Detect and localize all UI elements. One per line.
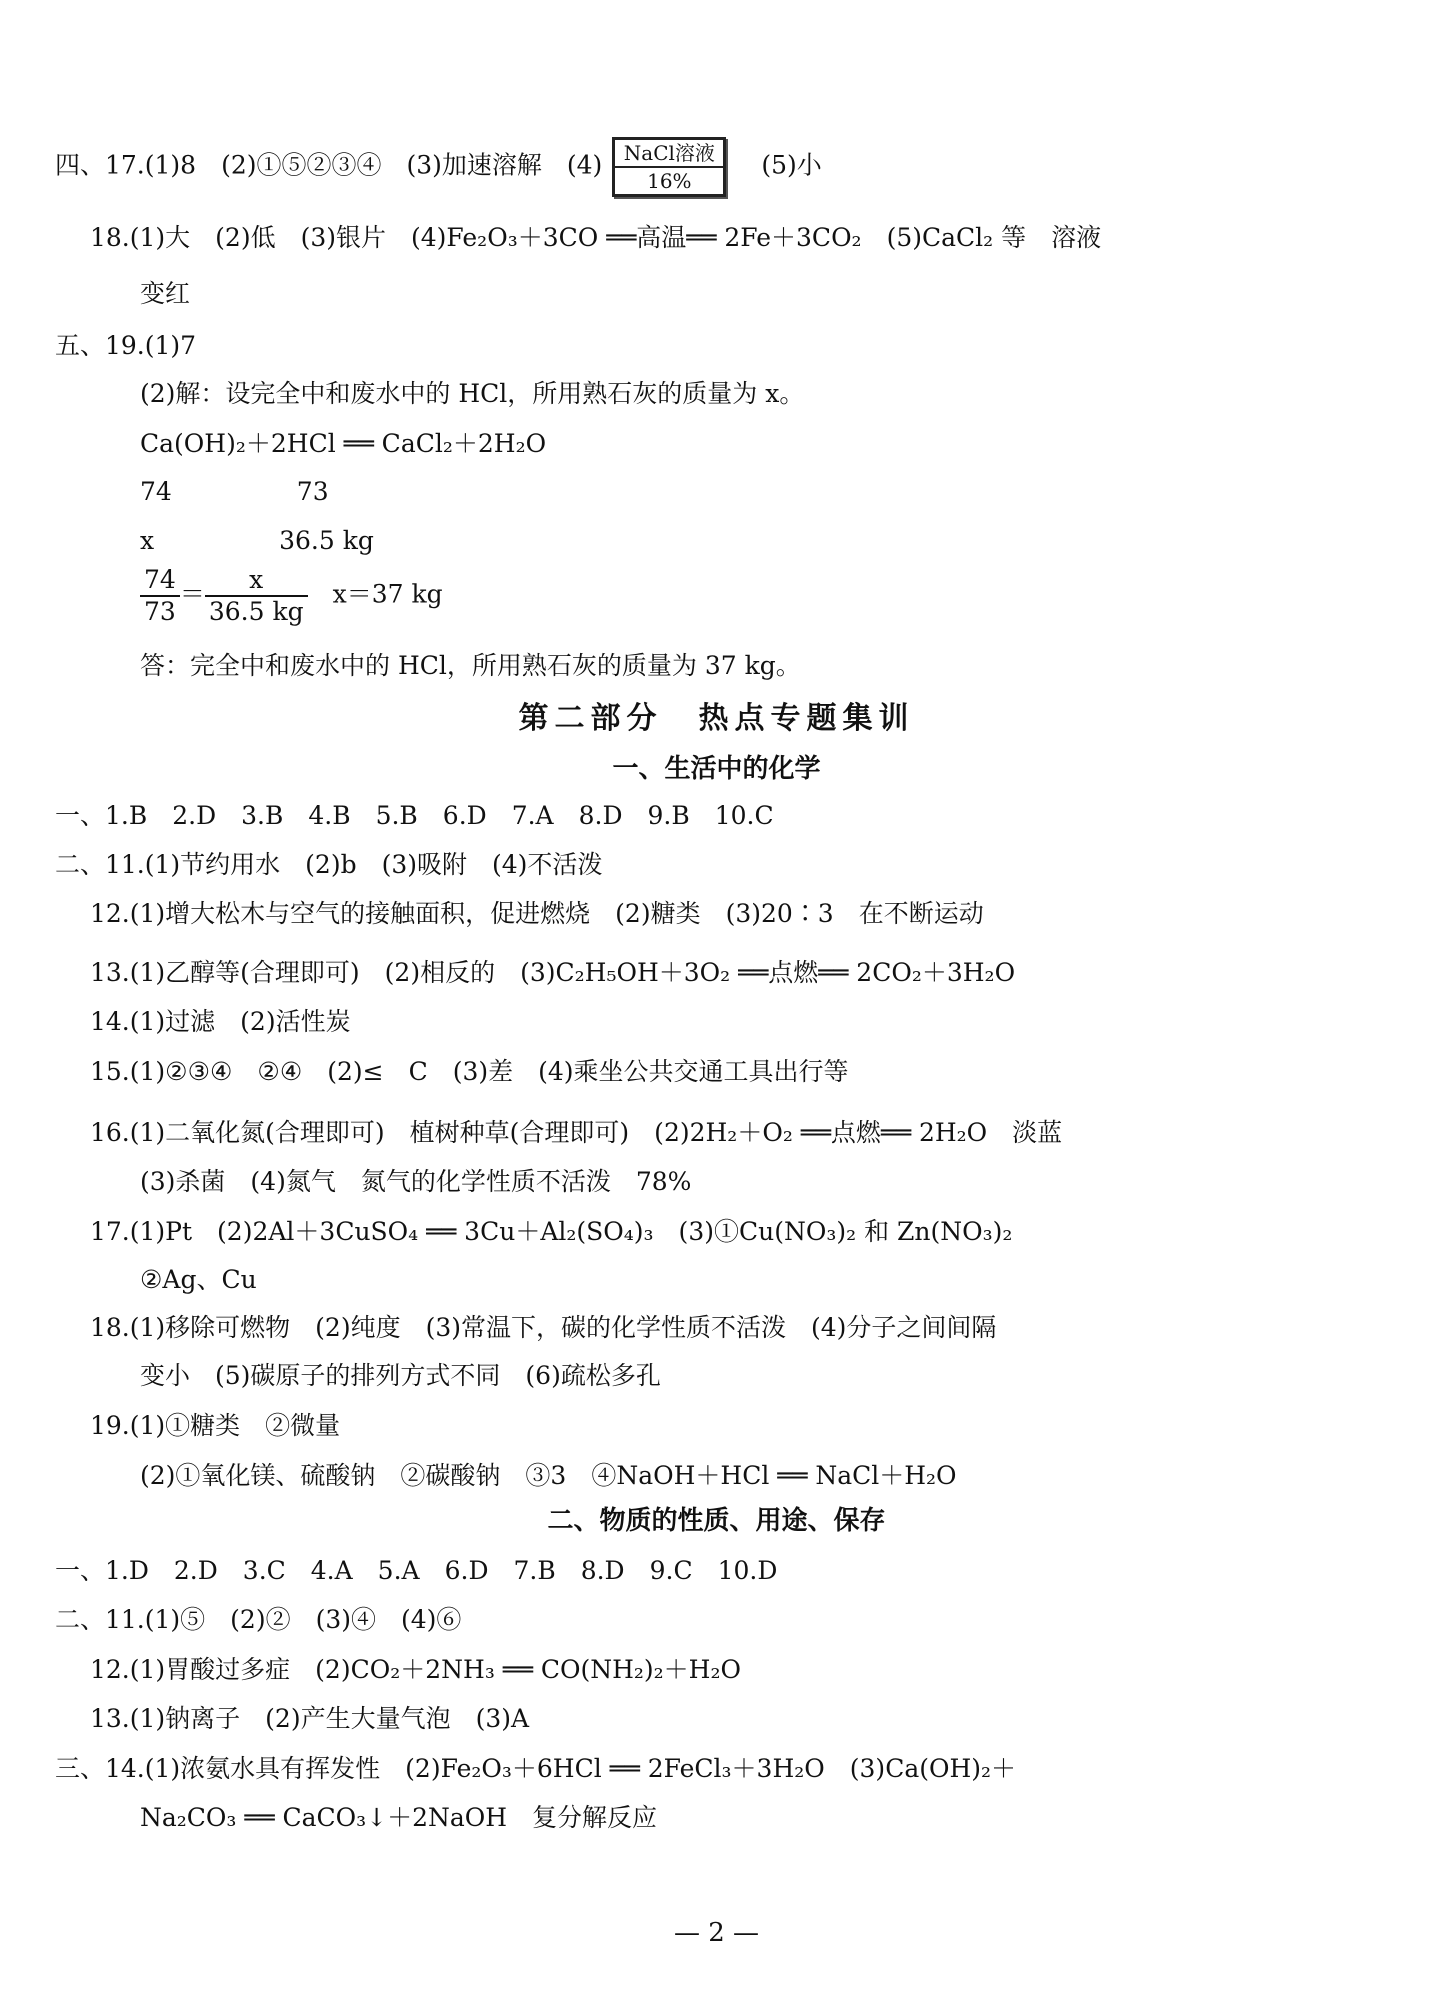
answer-line-17: 17.(1)Pt (2)2Al＋3CuSO₄ ══ 3Cu＋Al₂(SO₄)₃ (3)①Cu(NO₃)₂ 和 Zn(NO₃)₂	[90, 1217, 1013, 1246]
answer-line-19-cont: (2)①氧化镁、硫酸钠 ②碳酸钠 ③3 ④NaOH＋HCl ══ NaCl＋H₂O	[140, 1461, 957, 1490]
answer-line-14: 14.(1)过滤 (2)活性炭	[90, 1007, 351, 1036]
page-number: — 2 —	[673, 1918, 760, 1948]
answer-line-15: 15.(1)②③④ ②④ (2)≤ C (3)差 (4)乘坐公共交通工具出行等	[90, 1057, 849, 1086]
answer-line-18-cont: 变红	[140, 279, 191, 308]
answer-line-13: 13.(1)乙醇等(合理即可) (2)相反的 (3)C₂H₅OH＋3O₂ ══点燃══ 2CO₂＋3H₂O	[90, 958, 1016, 987]
fraction-left: $\frac{74}{73}$	[140, 565, 180, 627]
answer-line-14-cont: Na₂CO₃ ══ CaCO₃↓＋2NaOH 复分解反应	[140, 1803, 658, 1832]
answer-line-18b: 18.(1)移除可燃物 (2)纯度 (3)常温下，碳的化学性质不活泼 (4)分子之间间隔	[90, 1313, 997, 1342]
answer-line-13b: 13.(1)钠离子 (2)产生大量气泡 (3)A	[90, 1704, 530, 1733]
answer-line-mc-2: 一、1.D 2.D 3.C 4.A 5.A 6.D 7.B 8.D 9.C 10.D	[55, 1556, 778, 1585]
section-title-life-chemistry: 一、生活中的化学	[612, 754, 821, 784]
solution-equation: Ca(OH)₂＋2HCl ══ CaCl₂＋2H₂O	[140, 429, 547, 458]
solution-setup: (2)解：设完全中和废水中的 HCl，所用熟石灰的质量为 x。	[140, 379, 805, 408]
answer-line-12b: 12.(1)胃酸过多症 (2)CO₂＋2NH₃ ══ CO(NH₂)₂＋H₂O	[90, 1655, 742, 1684]
answer-line-18b-cont: 变小 (5)碳原子的排列方式不同 (6)疏松多孔	[140, 1361, 661, 1390]
answer-line-18: 18.(1)大 (2)低 (3)银片 (4)Fe₂O₃＋3CO ══高温══ 2Fe＋3CO₂ (5)CaCl₂ 等 溶液	[90, 223, 1102, 252]
answer-line-16: 16.(1)二氧化氮(合理即可) 植树种草(合理即可) (2)2H₂＋O₂ ══点燃══ 2H₂O 淡蓝	[90, 1118, 1063, 1147]
reagent-label: NaCl溶液 16%	[612, 137, 726, 197]
part-title: 第二部分 热点专题集训	[518, 701, 915, 736]
solution-proportion: $\frac{74}{73}$ ＝ $\frac{x}{36.5 kg}$ x＝37 kg	[140, 565, 443, 627]
answer-line-q3-14: 三、14.(1)浓氨水具有挥发性 (2)Fe₂O₃＋6HCl ══ 2FeCl₃＋3H₂O (3)Ca(OH)₂＋	[55, 1754, 1017, 1783]
solution-answer: 答：完全中和废水中的 HCl，所用熟石灰的质量为 37 kg。	[140, 651, 801, 680]
answer-line-11: 二、11.(1)节约用水 (2)b (3)吸附 (4)不活泼	[55, 850, 603, 879]
answer-line-12: 12.(1)增大松木与空气的接触面积，促进燃烧 (2)糖类 (3)20∶3 在不断运动	[90, 899, 984, 928]
answer-line-17-cont: ②Ag、Cu	[140, 1265, 257, 1294]
answer-line-q4-17: 四、17.(1)8 (2)①⑤②③④ (3)加速溶解 (4) NaCl溶液 16% (5)小	[55, 137, 822, 197]
solution-masses: x 36.5 kg	[140, 526, 374, 555]
answer-line-16-cont: (3)杀菌 (4)氮气 氮气的化学性质不活泼 78%	[140, 1167, 692, 1196]
answer-line-mc-1: 一、1.B 2.D 3.B 4.B 5.B 6.D 7.A 8.D 9.B 10.C	[55, 801, 774, 830]
solution-molar-ratio: 74 73	[140, 477, 329, 506]
answer-line-11b: 二、11.(1)⑤ (2)② (3)④ (4)⑥	[55, 1605, 462, 1634]
section-title-properties: 二、物质的性质、用途、保存	[547, 1506, 886, 1536]
fraction-right: $\frac{x}{36.5 kg}$	[205, 565, 308, 627]
answer-line-q5-19: 五、19.(1)7	[55, 331, 197, 360]
answer-line-19: 19.(1)①糖类 ②微量	[90, 1411, 341, 1440]
